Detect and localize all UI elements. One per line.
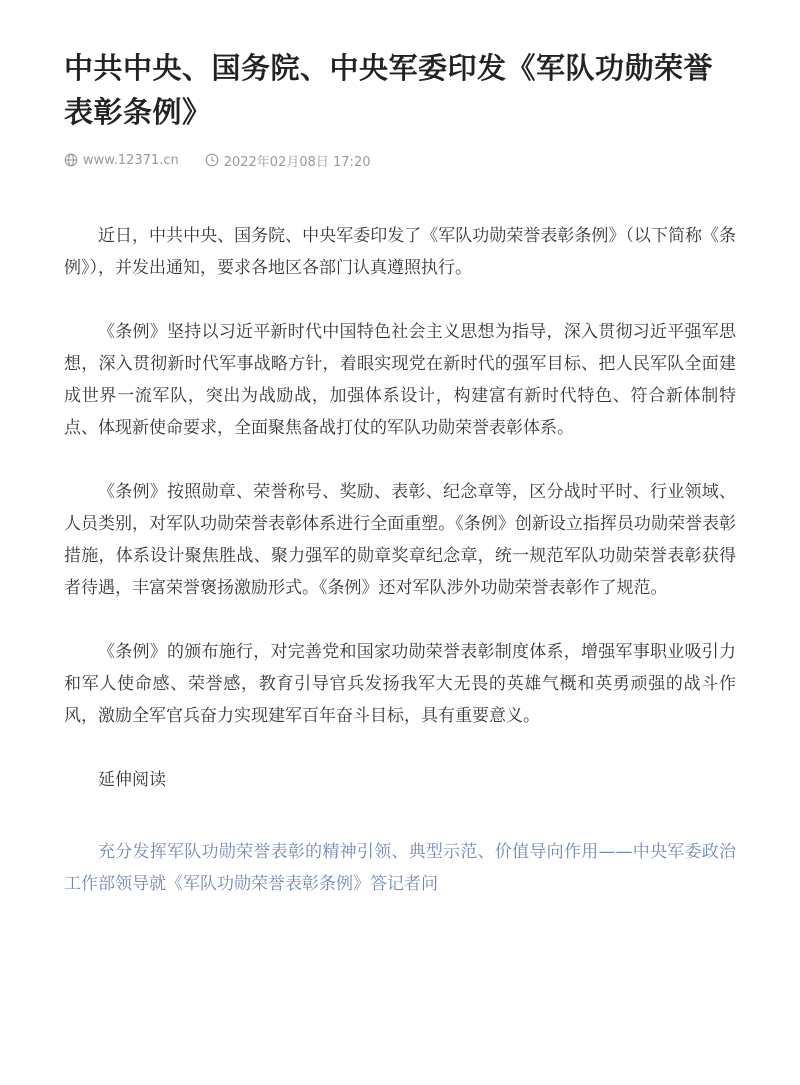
datetime-text: 2022年02月08日 17:20 xyxy=(223,154,371,170)
paragraph: 近日，中共中央、国务院、中央军委印发了《军队功勋荣誉表彰条例》（以下简称《条例》），并发出通知，要求各地区各部门认真遵照执行。 xyxy=(64,226,736,278)
related-article-link[interactable]: 充分发挥军队功勋荣誉表彰的精神引领、典型示范、价值导向作用——中央军委政治工作部领导就《军队功勋荣誉表彰条例》答记者问 xyxy=(64,842,736,894)
extended-reading-label: 延伸阅读 xyxy=(98,770,166,790)
globe-icon xyxy=(64,153,78,167)
article xyxy=(64,46,736,932)
source-text: www.12371.cn xyxy=(83,152,179,168)
clock-icon xyxy=(205,153,219,167)
datetime-info xyxy=(205,151,371,170)
source-info xyxy=(64,153,179,168)
paragraph: 《条例》的颁布施行，对完善党和国家功勋荣誉表彰制度体系，增强军事职业吸引力和军人使命感、荣誉感，教育引导官兵发扬我军大无畏的英雄气概和英勇顽强的战斗作风，激励全军官兵奋力实现建军百年奋斗目标，具有重要意义。 xyxy=(64,642,736,726)
article-title: 中共中央、国务院、中央军委印发《军队功勋荣誉表彰条例》 xyxy=(64,51,714,129)
paragraph: 《条例》坚持以习近平新时代中国特色社会主义思想为指导，深入贯彻习近平强军思想，深入贯彻新时代军事战略方针，着眼实现党在新时代的强军目标、把人民军队全面建成世界一流军队，突出为战励战，加强体系设计，构建富有新时代特色、符合新体制特点、体现新使命要求，全面聚焦备战打仗的军队功勋荣誉表彰体系。 xyxy=(64,322,736,438)
article-content xyxy=(64,220,736,900)
article-meta xyxy=(64,150,736,170)
paragraph: 《条例》按照勋章、荣誉称号、奖励、表彰、纪念章等，区分战时平时、行业领域、人员类别，对军队功勋荣誉表彰体系进行全面重塑。《条例》创新设立指挥员功勋荣誉表彰措施，体系设计聚焦胜战、聚力强军的勋章奖章纪念章，统一规范军队功勋荣誉表彰获得者待遇，丰富荣誉褒扬激励形式。《条例》还对军队涉外功勋荣誉表彰作了规范。 xyxy=(64,482,736,598)
